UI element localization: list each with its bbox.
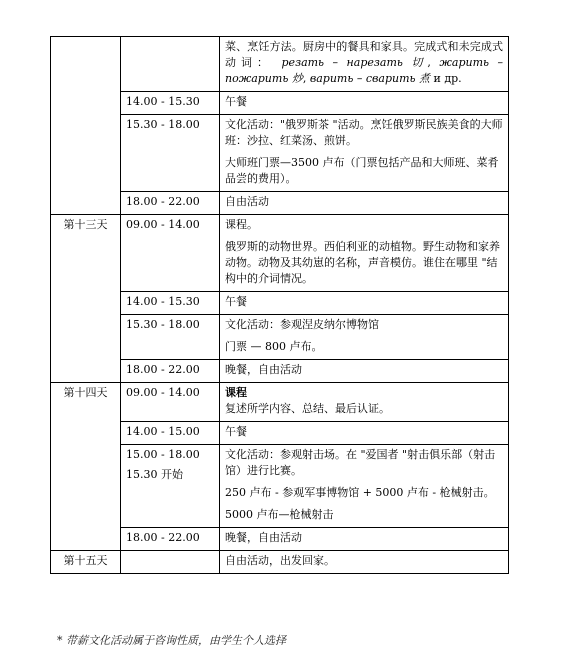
activity-text: 文化活动："俄罗斯茶 "活动。烹饪俄罗斯民族美食的大师班：沙拉、红菜汤、煎饼。 [225, 118, 503, 147]
ticket-price-text: 门票 — 800 卢布。 [225, 340, 323, 353]
table-row [51, 37, 509, 92]
activity-text: 复述所学内容、总结、最后认证。 [225, 402, 390, 415]
verb-gloss: 切 [411, 56, 428, 69]
etc-text: и др. [433, 72, 462, 85]
activity-cell: 菜、烹饪方法。厨房中的餐具和家具。完成式和未完成式动词： резать – нарезать 切, жарить – пожарить 炒, варить – сварить 煮 и др. [220, 37, 509, 92]
activity-text: 文化活动：参观射击场。在 "爱国者 "射击俱乐部（射击馆）进行比赛。 [225, 448, 496, 477]
time-cell: 18.00 - 22.00 [121, 528, 220, 551]
activity-cell [220, 445, 509, 528]
verb-gloss: 炒 [291, 72, 303, 85]
ticket-price-text: 大师班门票—3500 卢布（门票包括产品和大师班、菜肴品尝的费用）。 [225, 156, 499, 185]
activity-text: 俄罗斯的动物世界。西伯利亚的动植物。野生动物和家养动物。动物及其幼崽的名称，声音模仿。谁住在哪里 "结构中的介词情况。 [225, 240, 500, 285]
time-cell: 18.00 - 22.00 [121, 360, 220, 383]
footnote: * 带薪文化活动属于咨询性质，由学生个人选择 [57, 634, 286, 647]
ticket-price-text: 5000 卢布—枪械射击 [225, 508, 334, 521]
time-cell: 09.00 - 14.00 [121, 383, 220, 422]
time-cell [121, 445, 220, 528]
activity-cell [220, 315, 509, 360]
schedule-table [50, 36, 509, 574]
time-cell [121, 551, 220, 574]
activity-cell: 晚餐，自由活动 [220, 360, 509, 383]
time-cell: 18.00 - 22.00 [121, 192, 220, 215]
activity-cell: 自由活动 [220, 192, 509, 215]
time-cell: 14.00 - 15.00 [121, 422, 220, 445]
activity-cell [220, 383, 509, 422]
activity-cell: 午餐 [220, 292, 509, 315]
activity-text: 文化活动：参观涅皮纳尔博物馆 [225, 318, 379, 331]
table-row [51, 383, 509, 422]
activity-cell [220, 115, 509, 192]
activity-cell: 晚餐，自由活动 [220, 528, 509, 551]
time-cell: 15.30 - 18.00 [121, 315, 220, 360]
day-cell [51, 37, 121, 215]
activity-cell: 午餐 [220, 422, 509, 445]
activity-cell [220, 215, 509, 292]
day-label-15: 第十五天 [51, 551, 121, 574]
start-time: 15.30 开始 [126, 468, 183, 481]
activity-text: 课程。 [225, 218, 258, 231]
verb-pair: резать – нарезать [281, 56, 403, 69]
day-label-14: 第十四天 [51, 383, 121, 551]
time-cell: 09.00 - 14.00 [121, 215, 220, 292]
time-cell: 14.00 - 15.30 [121, 292, 220, 315]
time-cell [121, 37, 220, 92]
time-cell: 15.30 - 18.00 [121, 115, 220, 192]
time-range: 15.00 - 18.00 [126, 448, 200, 461]
time-cell: 14.00 - 15.30 [121, 92, 220, 115]
verb-gloss: 煮 [419, 72, 430, 85]
day-label-13: 第十三天 [51, 215, 121, 383]
verb-pair: варить – сварить [309, 72, 416, 85]
activity-cell: 自由活动，出发回家。 [220, 551, 509, 574]
activity-cell: 午餐 [220, 92, 509, 115]
ticket-price-text: 250 卢布 - 参观军事博物馆 + 5000 卢布 - 枪械射击。 [225, 486, 495, 499]
table-row [51, 551, 509, 574]
verb-pair: жарить – пожарить [225, 56, 504, 85]
table-row [51, 215, 509, 292]
activity-title: 课程 [225, 386, 247, 399]
activity-text: 菜、烹饪方法。厨房中的餐具和家具。完成式和未完成式动词： [225, 40, 503, 69]
